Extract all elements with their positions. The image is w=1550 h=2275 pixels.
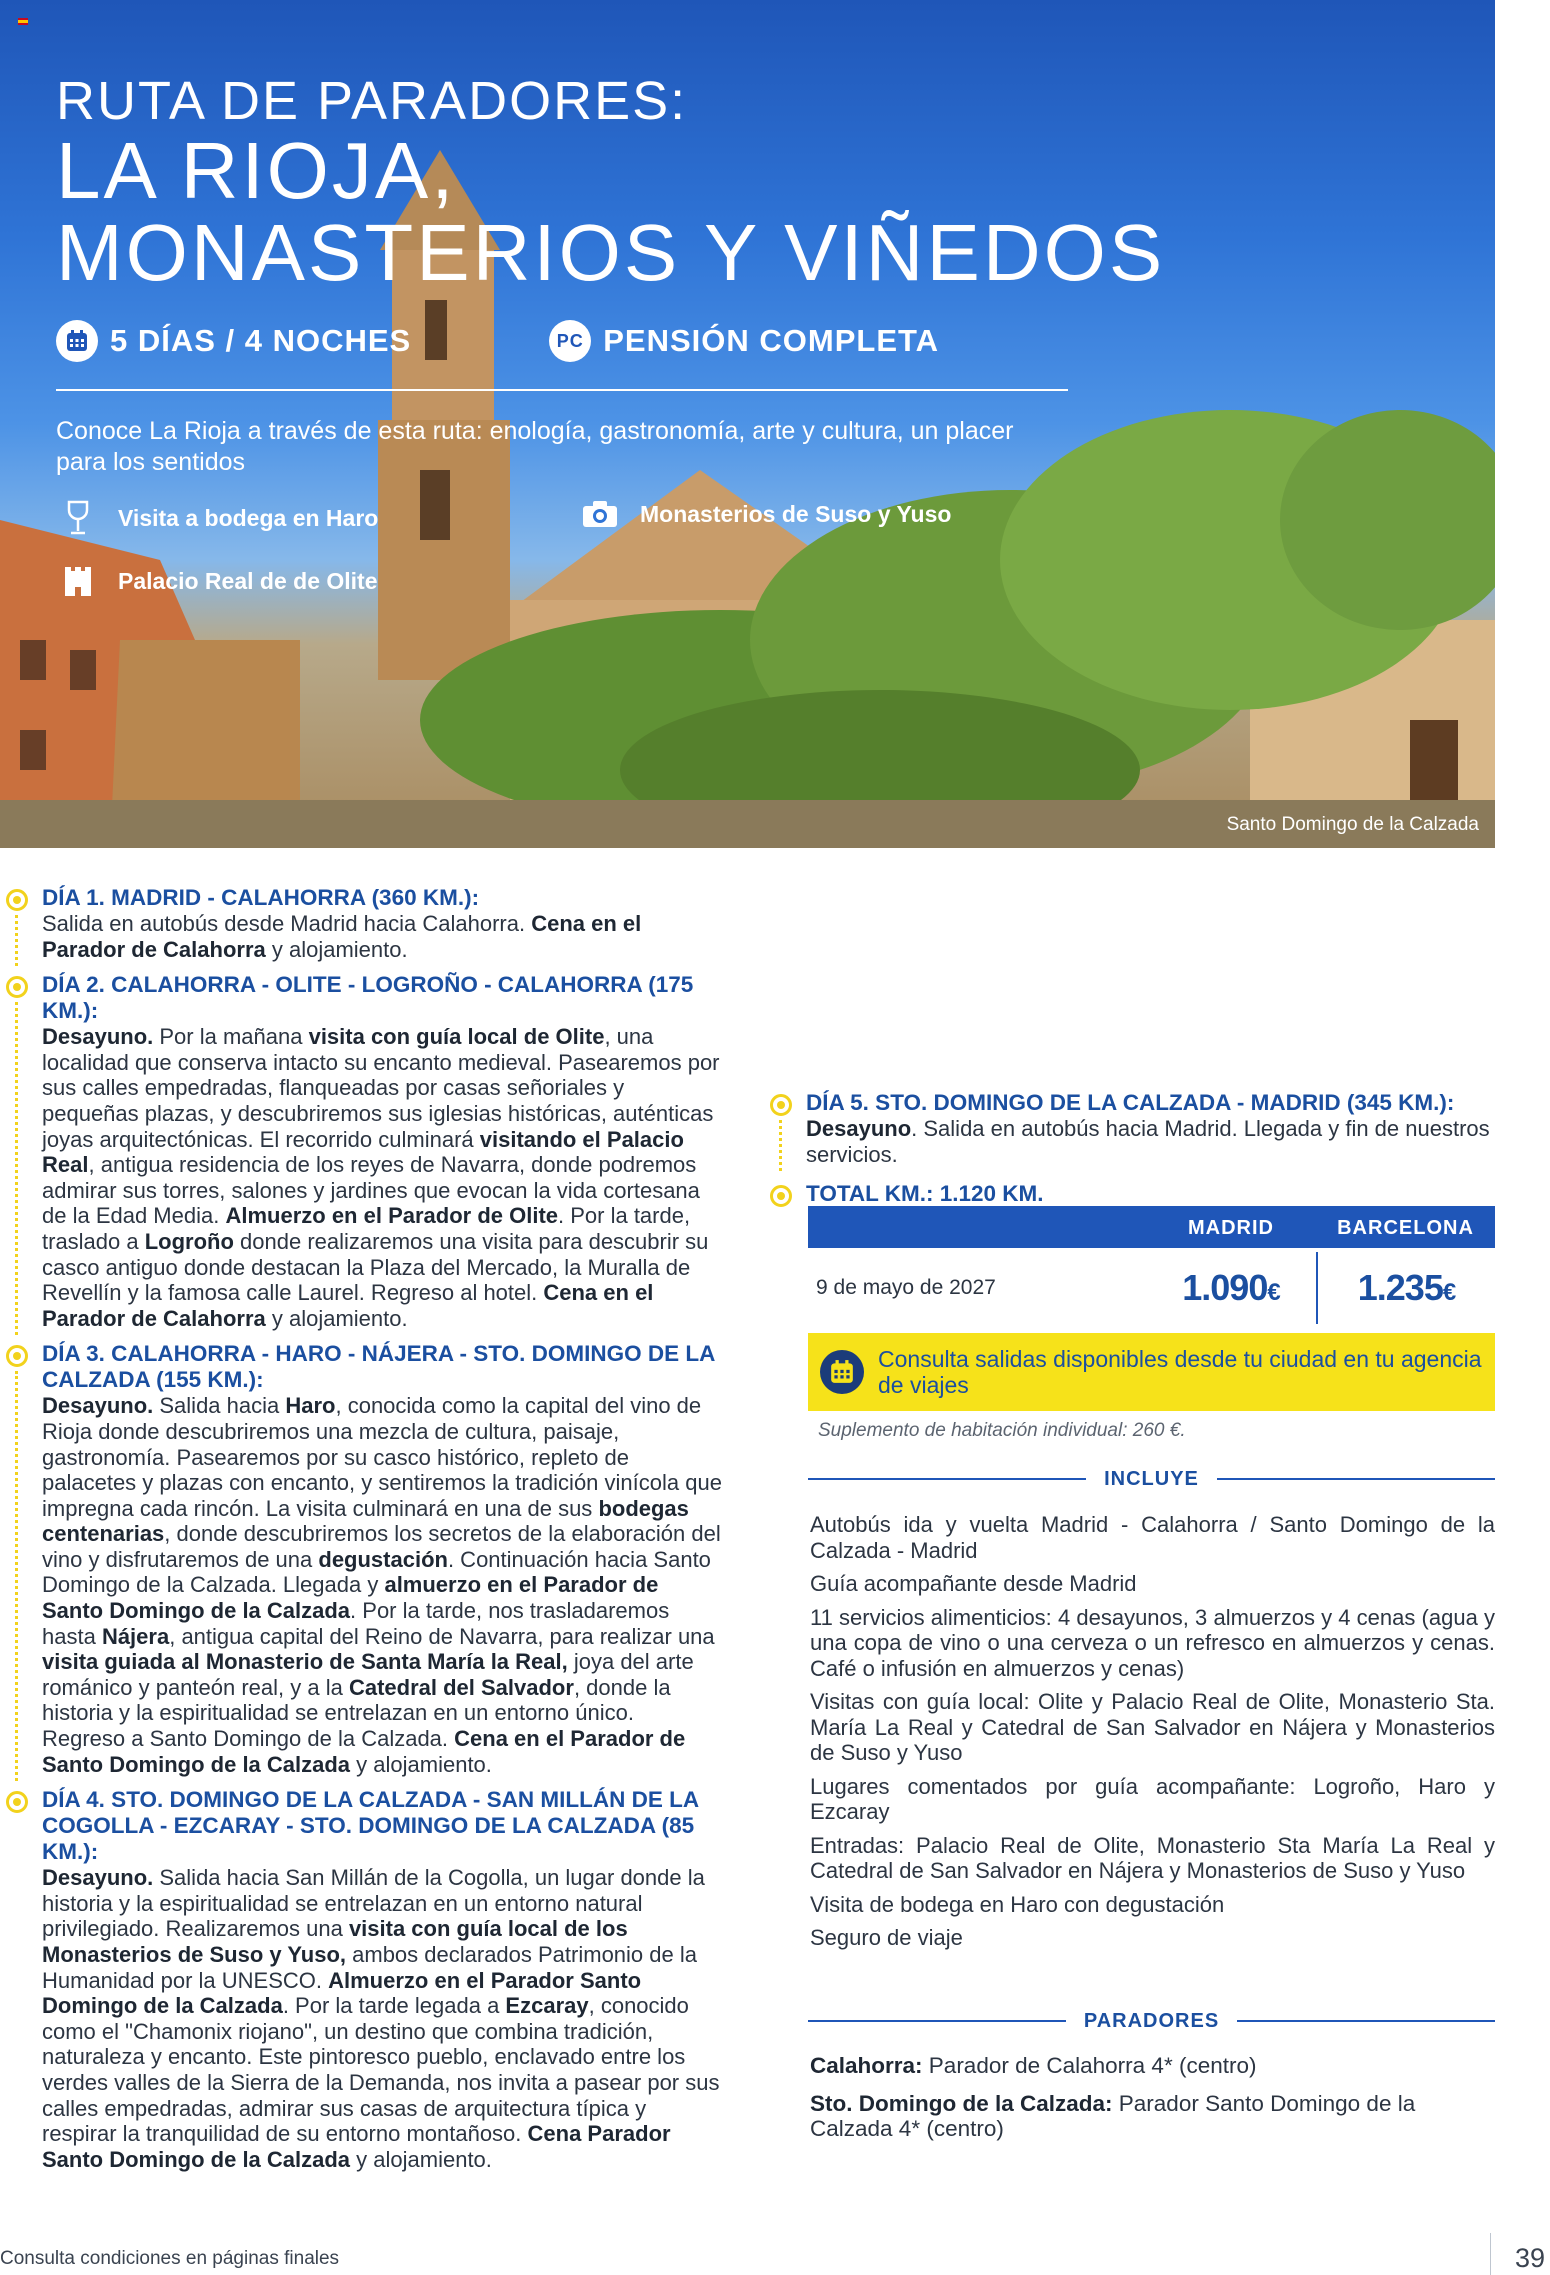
photo-caption: Santo Domingo de la Calzada: [1226, 814, 1479, 835]
itinerary-right-column: [806, 1090, 1496, 1207]
includes-item: Entradas: Palacio Real de Olite, Monasterio Sta María La Real y Catedral de San Salvador en Nájera y Monasterios de Suso y Yuso: [810, 1832, 1495, 1883]
board-text: PENSIÓN COMPLETA: [603, 323, 940, 358]
castle-icon: [58, 565, 98, 597]
highlight-label: Palacio Real de de Olite: [118, 567, 378, 594]
itinerary-day-3: [42, 1341, 722, 1777]
highlight-palace: [58, 565, 378, 597]
hero-title-line-1: LA RIOJA,: [56, 126, 457, 215]
timeline-dots: [779, 1120, 782, 1171]
page-number: 39: [1515, 2243, 1546, 2273]
trip-badges: [56, 316, 939, 366]
itinerary-day-1: [42, 885, 722, 962]
highlight-winery: [58, 500, 378, 536]
calendar-icon: [820, 1350, 864, 1394]
day-title: DÍA 5. STO. DOMINGO DE LA CALZADA - MADRID (345 KM.):: [806, 1090, 1455, 1115]
includes-heading: [808, 1464, 1495, 1494]
timeline-dots: [15, 915, 18, 966]
board-badge: [549, 320, 939, 362]
includes-heading-text: INCLUYE: [1104, 1467, 1199, 1490]
single-room-supplement: Suplemento de habitación individual: 260 €.: [818, 1420, 1186, 1441]
hero-title: [56, 126, 1166, 297]
duration-badge: [56, 320, 411, 362]
hero-kicker: RUTA DE PARADORES:: [56, 71, 688, 131]
includes-list: [810, 1512, 1495, 1959]
day-title: DÍA 2. CALAHORRA - OLITE - LOGROÑO - CALAHORRA (175 KM.):: [42, 972, 694, 1024]
day-text: Salida en autobús desde Madrid hacia Calahorra. Cena en el Parador de Calahorra y alojamiento.: [42, 911, 642, 962]
day-title: DÍA 1. MADRID - CALAHORRA (360 KM.):: [42, 885, 480, 910]
itinerary-day-4: [42, 1787, 722, 2172]
itinerary-total: [806, 1181, 1496, 1207]
camera-icon: [580, 500, 620, 528]
day-text: Desayuno. Salida hacia San Millán de la Cogolla, un lugar donde la historia y la espiritualidad se entrelazan en un entorno natural privilegiado. Realizaremos una visita con guía local de los Monasterios de Suso y Yuso, ambos declarados Patrimonio de la Humanidad por la UNESCO. Almuerzo en el Parador Santo Domingo de la Calzada. Por la tarde legada a Ezcaray, conocido como el "Chamonix riojano", un destino que combina tradición, naturaleza y encanto. Este pintoresco pueblo, enclavado entre los verdes valles de la Sierra de la Demanda, nos invita a pasear por sus calles empedradas, admirar sus casas de arquitectura típica y respirar la tranquilidad de su entorno montañoso. Cena Parador Santo Domingo de la Calzada y alojamiento.: [42, 1865, 720, 2172]
hero-banner: [0, 0, 1495, 848]
column-barcelona: BARCELONA: [1337, 1217, 1474, 1239]
day-marker-icon: [6, 976, 28, 998]
price-row: [808, 1248, 1495, 1328]
price-madrid: 1.090€: [1182, 1267, 1280, 1308]
includes-item: Lugares comentados por guía acompañante: Logroño, Haro y Ezcaray: [810, 1773, 1495, 1824]
paradores-heading-text: PARADORES: [1083, 2009, 1220, 2032]
hero-intro: Conoce La Rioja a través de esta ruta: enología, gastronomía, arte y cultura, un placer para los sentidos: [56, 417, 1014, 476]
includes-item: Visita de bodega en Haro con degustación: [810, 1891, 1225, 1917]
wine-glass-icon: [58, 500, 98, 536]
day-title: DÍA 3. CALAHORRA - HARO - NÁJERA - STO. DOMINGO DE LA CALZADA (155 KM.):: [42, 1341, 715, 1393]
hero-divider: [56, 389, 1068, 391]
itinerary-day-5: [806, 1090, 1496, 1167]
day-marker-icon: [6, 889, 28, 911]
highlight-label: Monasterios de Suso y Yuso: [640, 500, 952, 527]
includes-item: Autobús ida y vuelta Madrid - Calahorra / Santo Domingo de la Calzada - Madrid: [810, 1512, 1495, 1563]
timeline-dots: [15, 1002, 18, 1335]
departures-notice: [808, 1333, 1495, 1411]
column-madrid: MADRID: [1188, 1217, 1274, 1239]
day-marker-icon: [6, 1791, 28, 1813]
price-barcelona: 1.235€: [1357, 1267, 1456, 1308]
parador-item: Sto. Domingo de la Calzada: Parador Santo Domingo de la Calzada 4* (centro): [810, 2090, 1416, 2141]
price-table: [808, 1206, 1495, 1328]
parador-item: Calahorra: Parador de Calahorra 4* (centro): [810, 2053, 1257, 2078]
notice-text: Consulta salidas disponibles desde tu ciudad en tu agencia de viajes: [878, 1346, 1482, 1398]
paradores-heading: [808, 2006, 1495, 2036]
day-marker-icon: [770, 1094, 792, 1116]
includes-item: 11 servicios alimenticios: 4 desayunos, 3 almuerzos y 4 cenas (agua y una copa de vino o una cerveza o un refresco en almuerzos y cenas. Café o infusión en almuerzos y cenas): [810, 1604, 1495, 1681]
day-text: Desayuno. Por la mañana visita con guía local de Olite, una localidad que conserva intacto su encanto medieval. Pasearemos por sus calles empedradas, flanqueadas por casas señoriales y pequeñas plazas, y descubriremos sus iglesias históricas, auténticas joyas arquitectónicas. El recorrido culminará visitando el Palacio Real, antigua residencia de los reyes de Navarra, donde podremos admirar sus torres, salones y jardines que evocan la vida cortesana de la Edad Media. Almuerzo en el Parador de Olite. Por la tarde, traslado a Logroño donde realizaremos una visita para descubrir su casco antiguo donde destacan la Plaza del Mercado, la Muralla de Revellín y la famosa calle Laurel. Regreso al hotel. Cena en el Parador de Calahorra y alojamiento.: [42, 1024, 720, 1331]
hero-title-line-2: MONASTERIOS Y VIÑEDOS: [56, 208, 1166, 297]
paradores-list: [810, 2053, 1495, 2154]
day-text: Desayuno. Salida en autobús hacia Madrid. Llegada y fin de nuestros servicios.: [806, 1116, 1490, 1167]
day-marker-icon: [6, 1345, 28, 1367]
day-title: DÍA 4. STO. DOMINGO DE LA CALZADA - SAN MILLÁN DE LA COGOLLA - EZCARAY - STO. DOMINGO DE LA CALZADA (85 KM.):: [42, 1787, 699, 1865]
departure-date: 9 de mayo de 2027: [816, 1276, 996, 1299]
price-table-header: [808, 1206, 1495, 1248]
day-marker-icon: [770, 1185, 792, 1207]
calendar-icon: [56, 320, 98, 362]
footer-divider: [1490, 2233, 1491, 2275]
total-km: TOTAL KM.: 1.120 KM.: [806, 1181, 1044, 1207]
highlight-monasteries: [580, 500, 951, 528]
board-icon: PC: [549, 320, 591, 362]
includes-item: Visitas con guía local: Olite y Palacio Real de Olite, Monasterio Sta. María La Real y Catedral de San Salvador en Nájera y Monasterios de Suso y Yuso: [810, 1689, 1495, 1765]
highlight-label: Visita a bodega en Haro: [118, 504, 379, 531]
includes-item: Seguro de viaje: [810, 1925, 963, 1950]
duration-text: 5 DÍAS / 4 NOCHES: [110, 323, 412, 358]
itinerary-left-column: [42, 885, 722, 2172]
itinerary-day-2: [42, 972, 722, 1331]
timeline-dots: [15, 1371, 18, 1781]
footer-note: Consulta condiciones en páginas finales: [0, 2248, 340, 2269]
day-text: Desayuno. Salida hacia Haro, conocida como la capital del vino de Rioja donde descubriremos una mezcla de cultura, paisaje, gastronomía. Pasearemos por su casco histórico, repleto de palacetes y plazas con encanto, y sentiremos la tradición vinícola que impregna cada rincón. La visita culminará en una de sus bodegas centenarias, donde descubriremos los secretos de la elaboración del vino y disfrutaremos de una degustación. Continuación hacia Santo Domingo de la Calzada. Llegada y almuerzo en el Parador de Santo Domingo de la Calzada. Por la tarde, nos trasladaremos hasta Nájera, antigua capital del Reino de Navarra, para realizar una visita guiada al Monasterio de Santa María la Real, joya del arte románico y panteón real, y a la Catedral del Salvador, donde la historia y la espiritualidad se entrelazan en un entorno único. Regreso a Santo Domingo de la Calzada. Cena en el Parador de Santo Domingo de la Calzada y alojamiento.: [42, 1393, 722, 1777]
includes-item: Guía acompañante desde Madrid: [810, 1571, 1137, 1596]
spain-flag-icon: [18, 18, 28, 25]
